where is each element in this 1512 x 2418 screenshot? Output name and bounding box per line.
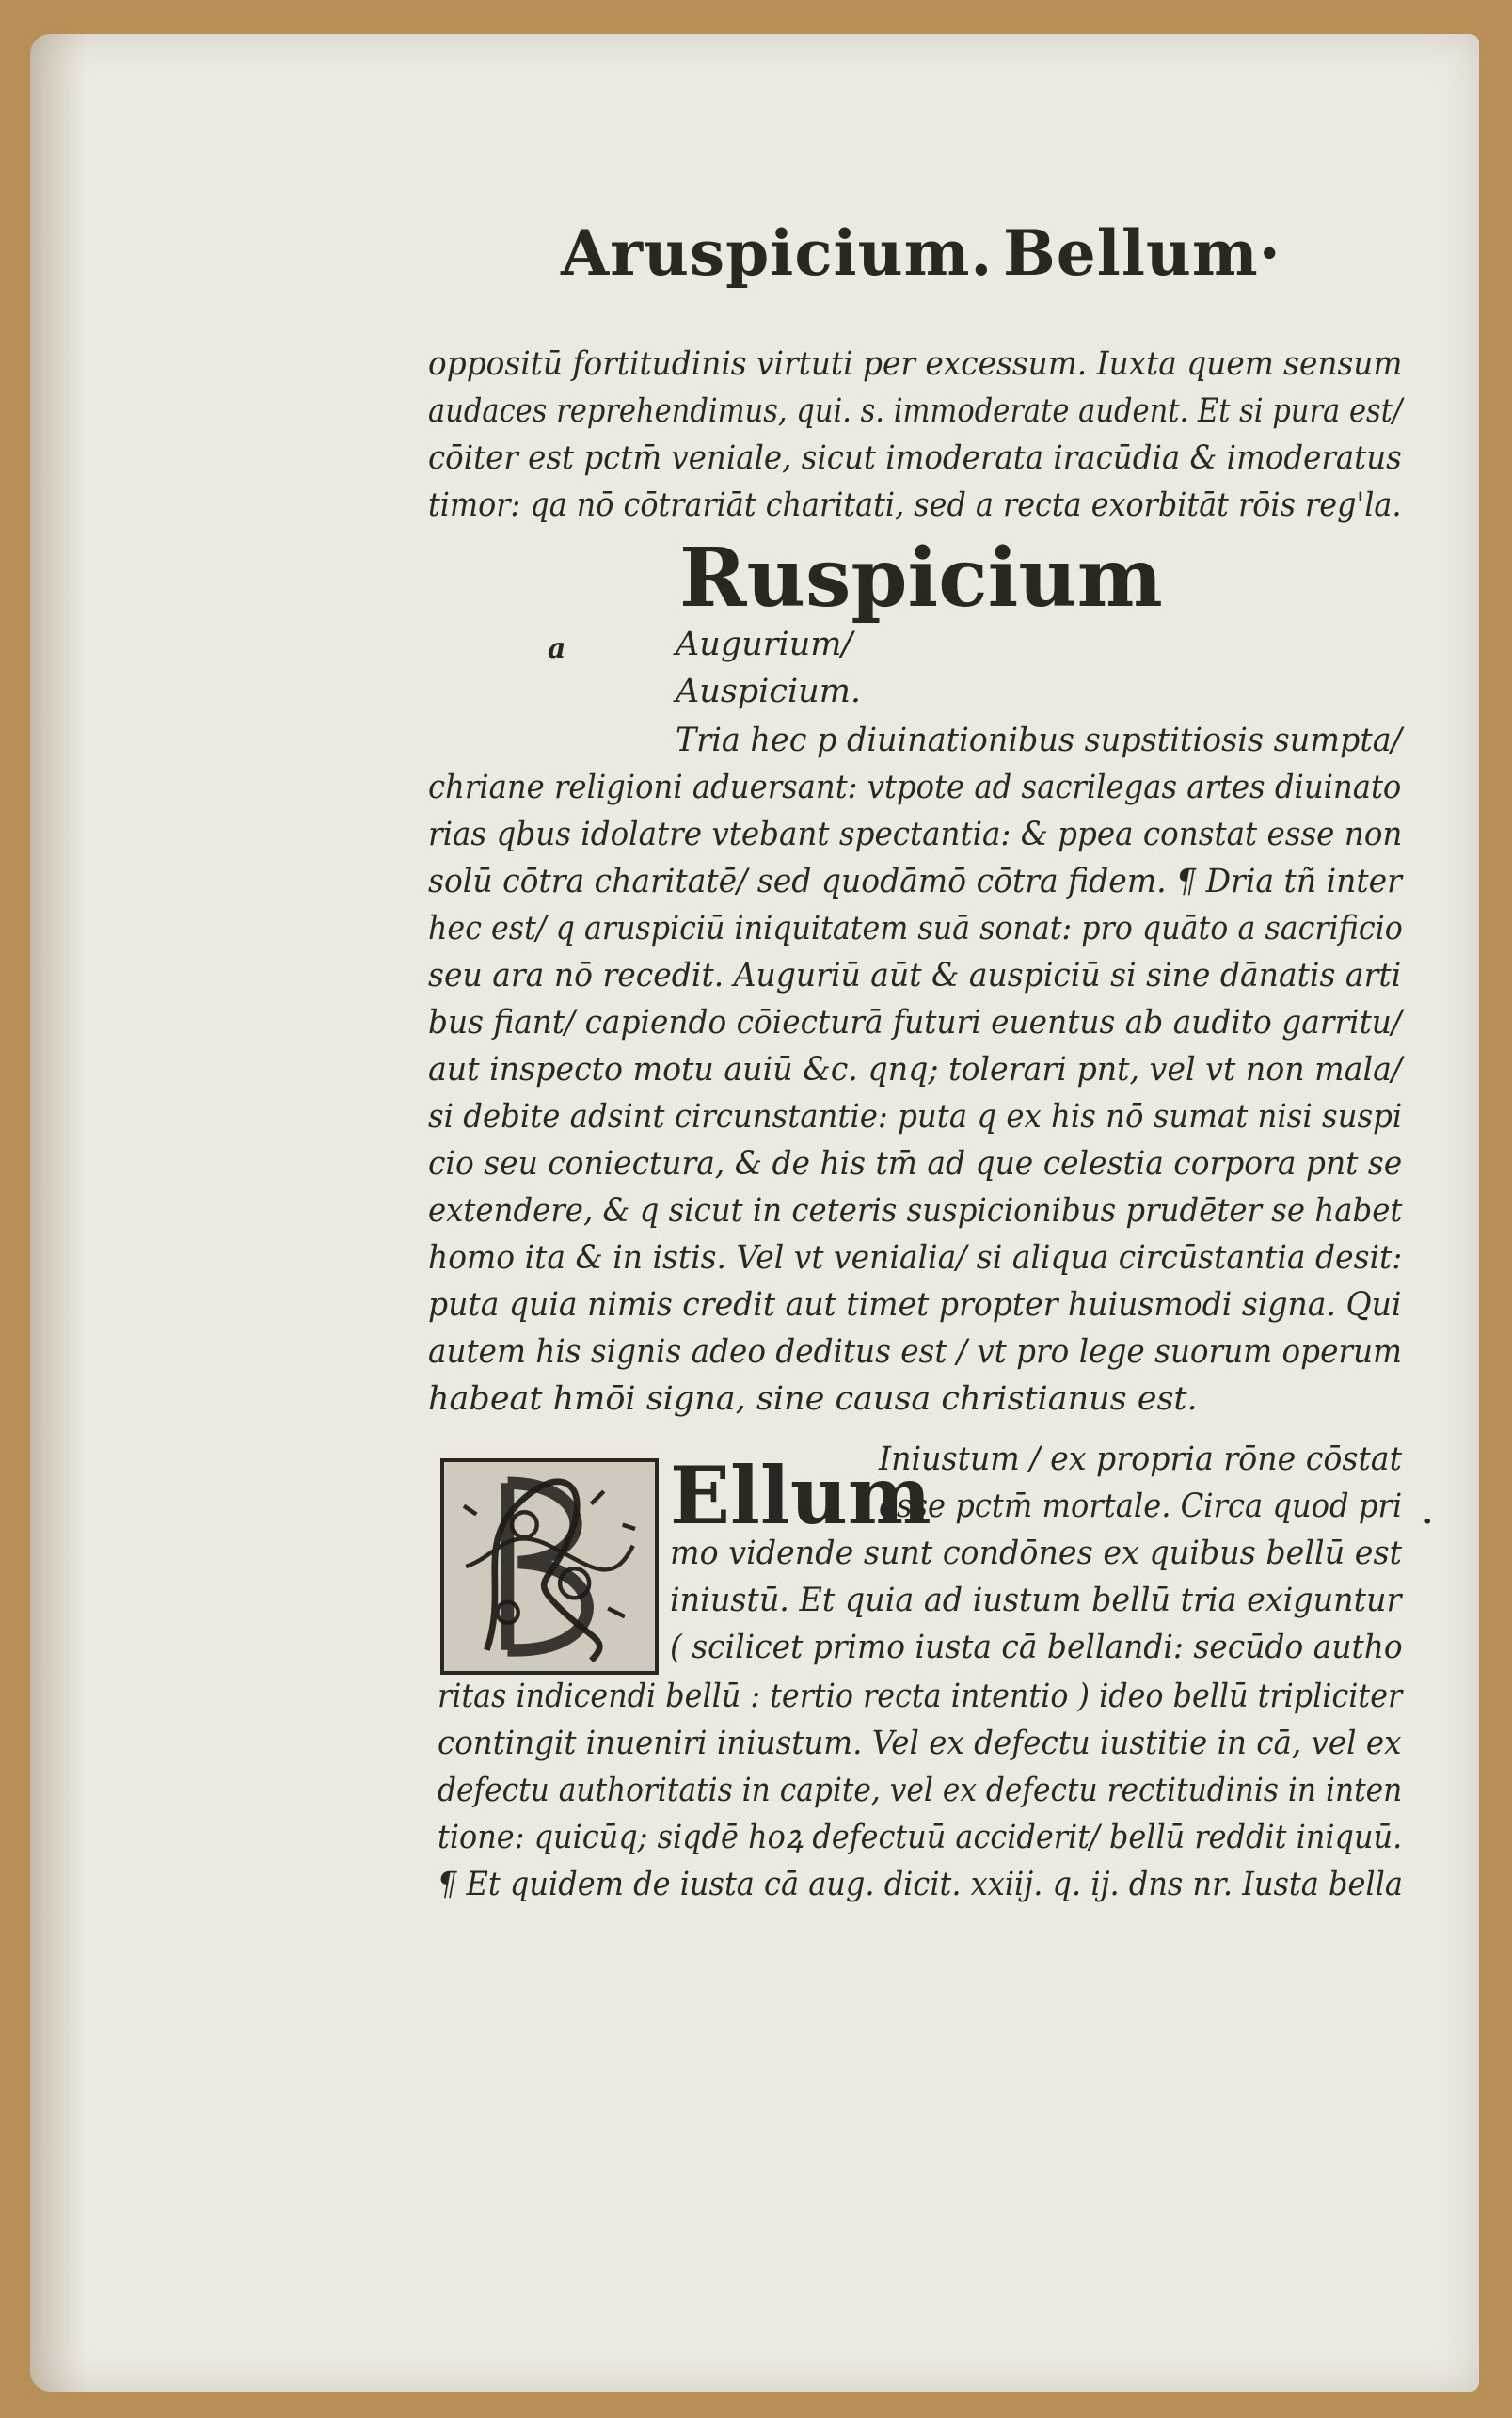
- text-line: aut inspecto motu auiū &c. qnq; tolerari pnt, vel vt non mala/: [428, 1051, 1403, 1089]
- text-line: ( scilicet primo iusta cā bellandi: secūdo autho: [670, 1629, 1403, 1666]
- text-line: rias qbus idolatre vtebant spectantia: & ppea constat esse non: [428, 816, 1403, 853]
- text-line: bus fiant/ capiendo cōiecturā futuri euentus ab audito garritu/: [428, 1004, 1402, 1042]
- text-line: defectu authoritatis in capite, vel ex defectu rectitudinis in inten: [438, 1772, 1403, 1809]
- page-gutter: [30, 34, 87, 2392]
- text-line: iniustū. Et quia ad iustum bellū tria exiguntur: [670, 1582, 1402, 1619]
- synonym-line: Augurium/: [676, 626, 853, 663]
- text-line: puta quia nimis credit aut timet propter huiusmodi signa. Qui: [428, 1286, 1402, 1324]
- text-line: hec est/ q aruspiciū iniquitatem suā sonat: pro quāto a sacrificio: [428, 910, 1403, 947]
- text-line: audaces reprehendimus, qui. s. immoderate audent. Et si pura est/: [428, 392, 1403, 430]
- text-line: tione: quicūq; siqdē hoꝝ defectuū acciderit/ bellū reddit iniquū.: [438, 1819, 1403, 1856]
- floral-initial-icon: [444, 1462, 655, 1671]
- running-head-right: Bellum·: [1003, 216, 1281, 290]
- text-line: timor: qa nō cōtrariāt charitati, sed a recta exorbitāt rōis reg'la.: [428, 486, 1402, 524]
- text-line: ritas indicendi bellū : tertio recta intentio ) ideo bellū tripliciter: [438, 1678, 1403, 1715]
- running-head-left: Aruspicium.: [561, 216, 994, 290]
- text-line: chriane religioni aduersant: vtpote ad sacrilegas artes diuinato: [428, 769, 1402, 806]
- section-title-aruspicium: Ruspicium: [679, 531, 1163, 626]
- text-line: homo ita & in istis. Vel vt venialia/ si aliqua circūstantia desit:: [428, 1239, 1403, 1277]
- text-line: ¶ Et quidem de iusta cā aug. dicit. xxiij. q. ij. dns nr. Iusta bella: [438, 1866, 1403, 1903]
- text-line: Iniustum / ex propria rōne cōstat: [879, 1440, 1402, 1478]
- text-line: habeat hmōi signa, sine causa christianus est.: [428, 1380, 1198, 1418]
- text-line: cōiter est pctm̄ veniale, sicut imoderata iracūdia & imoderatus: [428, 439, 1402, 477]
- margin-mark: ·: [1423, 1505, 1433, 1538]
- text-line: esse pctm̄ mortale. Circa quod pri: [879, 1487, 1403, 1525]
- section-title-bellum: Ellum: [670, 1449, 931, 1542]
- text-line: mo vidende sunt condōnes ex quibus bellū est: [670, 1535, 1402, 1572]
- text-line: cio seu coniectura, & de his tm̄ ad que celestia corpora pnt se: [428, 1145, 1403, 1183]
- text-line: si debite adsint circunstantie: puta q ex his nō sumat nisi suspi: [428, 1098, 1403, 1136]
- text-line: oppositū fortitudinis virtuti per excessum. Iuxta quem sensum: [428, 345, 1403, 383]
- decorated-initial-b: [440, 1458, 659, 1675]
- text-line: autem his signis adeo deditus est / vt pro lege suorum operum: [428, 1333, 1403, 1371]
- synonym-line: Auspicium.: [676, 673, 862, 710]
- text-line: extendere, & q sicut in ceteris suspicionibus prudēter se habet: [428, 1192, 1403, 1230]
- text-line: Tria hec p diuinationibus supstitiosis sumpta/: [676, 722, 1402, 759]
- text-line: solū cōtra charitatē/ sed quodāmō cōtra fidem. ¶ Dria tñ inter: [428, 863, 1402, 900]
- text-line: seu ara nō recedit. Auguriū aūt & auspiciū si sine dānatis arti: [428, 957, 1402, 994]
- text-line: contingit inueniri iniustum. Vel ex defectu iustitie in cā, vel ex: [438, 1725, 1402, 1762]
- section-marker: a: [548, 632, 566, 665]
